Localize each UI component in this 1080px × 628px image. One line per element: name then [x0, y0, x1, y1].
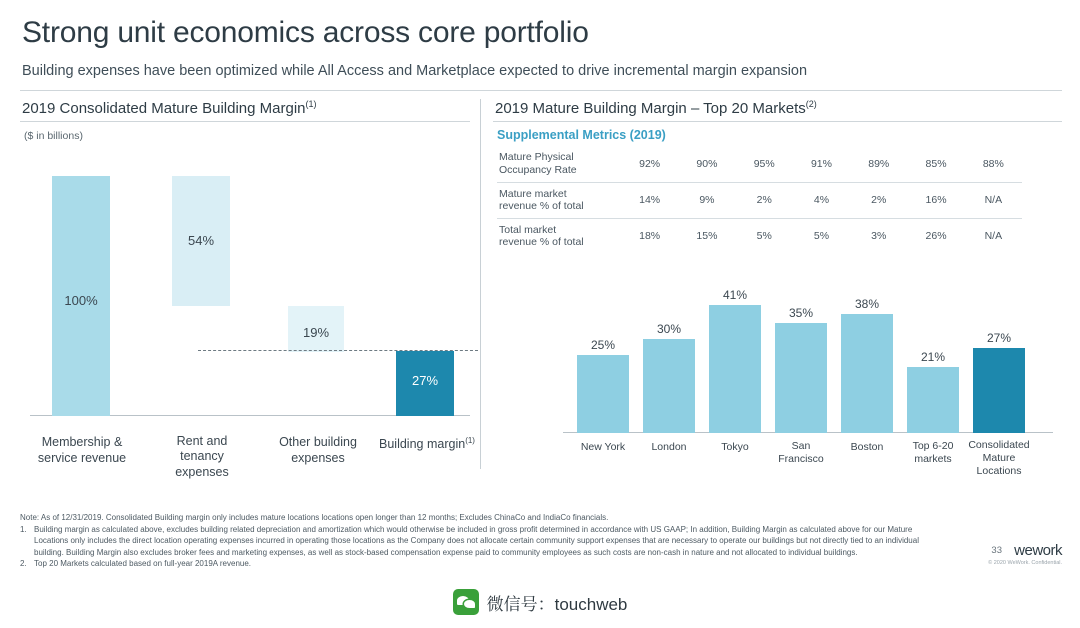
cell: N/A	[965, 218, 1022, 254]
bar-san-francisco	[775, 323, 827, 433]
bar-label-membership-service-revenue: 100%	[64, 293, 98, 309]
cat-label-building-margin: Building margin$^{(1)}$	[379, 435, 475, 451]
cell: 18%	[621, 218, 678, 254]
left-panel	[20, 99, 480, 488]
bar-label-london: 30%	[656, 321, 682, 336]
cell: N/A	[965, 182, 1022, 218]
cell: 95%	[753, 157, 775, 170]
watermark-text: 微信号：touchweb	[486, 594, 628, 614]
cat-label-other-building-expenses: Other building expenses	[279, 435, 357, 465]
footnote-number: 1.	[20, 524, 27, 534]
watermark-content	[453, 589, 628, 615]
table-row	[497, 182, 1022, 218]
table-row	[497, 218, 1022, 254]
cat-label-rent-tenancy-expenses: Rent and tenancy expenses	[175, 433, 229, 479]
right-chart	[493, 258, 1062, 488]
footnote-text: Building margin as calculated above, excludes building related depreciation and amortization which would otherwise be included in gross profit determined in accordance with US GAAP; In addition, Building Margin as calculated above for our Mature Locations only includes the direct location operating expenses incurred in operating those locations as the Company does not allocate certain community support expenses that are necessary to operate our buildings but not directly tied to an individual building. Building Margin also excludes broker fees and marketing expenses, as well as stock-based compensation expense paid to community employees as such costs are non-cash in nature and not allocated to individual buildings.	[34, 524, 919, 557]
footnote-text: Top 20 Markets calculated based on full-year 2019A revenue.	[34, 559, 252, 569]
right-panel-title-footnote: (2)	[805, 99, 817, 110]
cell: 2%	[736, 182, 793, 218]
footnote-item	[20, 558, 920, 570]
cell: 5%	[736, 218, 793, 254]
panels	[20, 99, 1062, 488]
cell: 9%	[678, 182, 735, 218]
bar-top-6-20-markets	[907, 367, 959, 433]
supplemental-metrics-table	[497, 146, 1022, 254]
cat-label-top-6-20-markets: Top 6-20 markets	[912, 439, 954, 465]
bar-tokyo	[709, 305, 761, 433]
header-divider	[20, 90, 1062, 91]
wechat-icon	[453, 589, 479, 615]
right-panel-title	[495, 99, 1062, 117]
cell: 5%	[793, 218, 850, 254]
right-panel	[493, 99, 1062, 488]
left-chart	[20, 146, 475, 479]
footnote-item	[20, 524, 920, 559]
footnotes	[20, 512, 920, 570]
cell: 2%	[850, 182, 907, 218]
left-panel-title	[22, 99, 470, 117]
panel-separator	[480, 99, 481, 469]
bar-label-other-building-expenses: 19%	[302, 325, 330, 341]
left-chart-units: ($ in billions)	[24, 130, 83, 143]
bar-label-top-6-20-markets: 21%	[920, 349, 946, 364]
cell: 90%	[696, 157, 718, 170]
bar-label-new-york: 25%	[590, 337, 616, 352]
page-number: 33	[991, 545, 1002, 556]
bar-label-consolidated-mature-locations: 27%	[986, 330, 1012, 345]
cat-label-membership-service-revenue: Membership & service revenue	[37, 435, 127, 465]
right-panel-title-text: 2019 Mature Building Margin – Top 20 Markets	[495, 100, 806, 118]
cell: 92%	[639, 157, 661, 170]
bar-label-rent-tenancy-expenses: 54%	[187, 233, 215, 249]
footnote-number: 2.	[20, 559, 27, 569]
cell: 26%	[907, 218, 964, 254]
wework-logo: wework	[1014, 542, 1062, 559]
cat-label-consolidated-mature-locations: Consolidated Mature Locations	[968, 438, 1030, 477]
table-row	[497, 146, 1022, 182]
bar-label-building-margin: 27%	[411, 373, 439, 389]
left-panel-title-footnote: (1)	[305, 99, 317, 110]
cell: 14%	[621, 182, 678, 218]
cat-label-new-york: New York	[580, 440, 626, 453]
bar-label-tokyo: 41%	[722, 287, 748, 302]
row-label-mature-physical-occupancy-rate: Mature Physical Occupancy Rate	[499, 151, 577, 176]
footnote-note: Note: As of 12/31/2019. Consolidated Building margin only includes mature locations locations open longer than 12 months; Excludes ChinaCo and IndiaCo financials.	[20, 513, 609, 522]
cell: 85%	[925, 157, 947, 170]
left-chart-baseline	[198, 350, 478, 351]
bar-boston	[841, 314, 893, 433]
supplemental-metrics-title: Supplemental Metrics (2019)	[497, 128, 666, 143]
cat-label-boston: Boston	[850, 440, 884, 453]
bar-london	[643, 339, 695, 433]
bar-label-san-francisco: 35%	[788, 305, 814, 320]
page-title: Strong unit economics across core portfolio	[22, 16, 589, 49]
row-label-total-market-revenue-pct: Total market revenue % of total	[497, 218, 621, 254]
cell: 3%	[850, 218, 907, 254]
page-subtitle: Building expenses have been optimized while All Access and Marketplace expected to drive incremental margin expansion	[22, 63, 808, 79]
cell: 91%	[810, 157, 832, 170]
watermark-bar	[0, 576, 1080, 628]
left-panel-title-text: 2019 Consolidated Mature Building Margin	[22, 100, 306, 118]
cat-label-tokyo: Tokyo	[721, 440, 749, 453]
bar-label-boston: 38%	[854, 296, 880, 311]
cell: 16%	[907, 182, 964, 218]
left-panel-rule	[20, 121, 470, 122]
cell: 4%	[793, 182, 850, 218]
cat-label-san-francisco: San Francisco	[778, 439, 824, 465]
cat-label-london: London	[651, 440, 687, 453]
cell: 89%	[868, 157, 890, 170]
row-label-mature-market-revenue-pct: Mature market revenue % of total	[497, 182, 621, 218]
right-panel-rule	[493, 121, 1062, 122]
cell: 15%	[678, 218, 735, 254]
bar-new-york	[577, 355, 629, 433]
bar-consolidated-mature-locations	[973, 348, 1025, 433]
supplemental-metrics	[497, 128, 1062, 254]
cell: 88%	[982, 157, 1004, 170]
copyright-text: © 2020 WeWork. Confidential.	[988, 560, 1062, 566]
